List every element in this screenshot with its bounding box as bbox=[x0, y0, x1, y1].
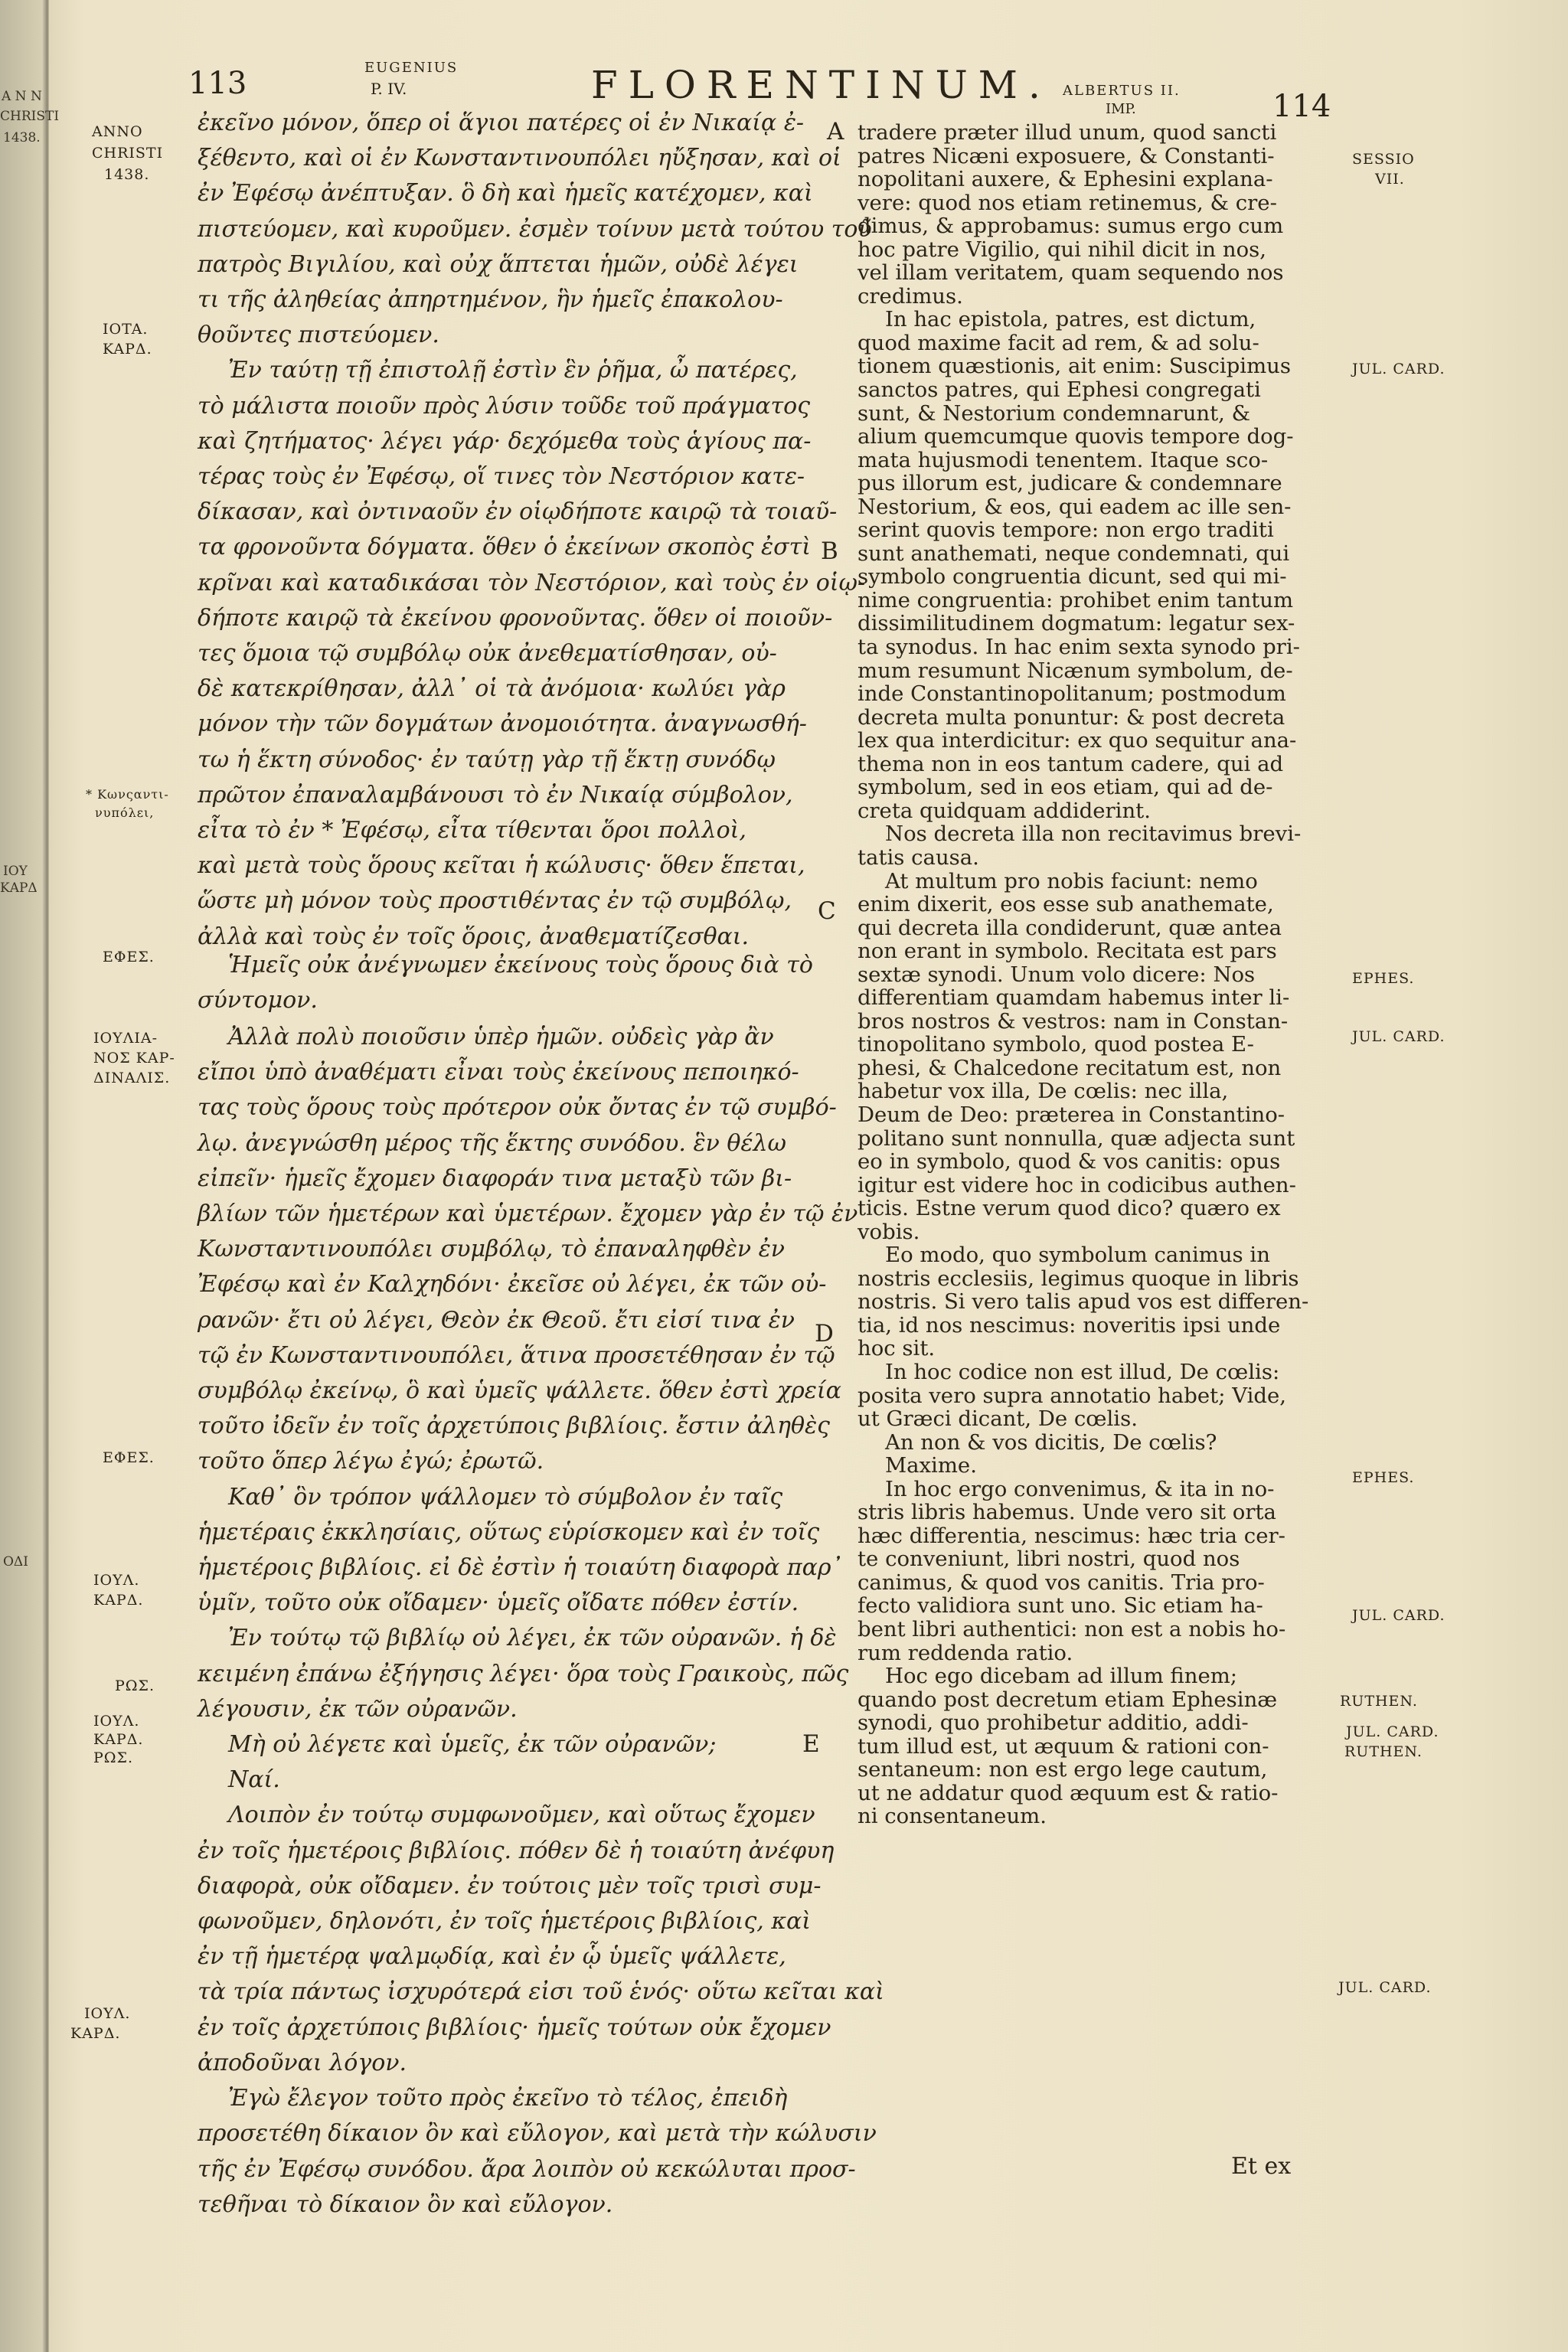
margin-session: SESSIO bbox=[1352, 151, 1415, 168]
text-line: credimus. bbox=[858, 283, 963, 309]
prev-margin-text: A N N bbox=[2, 89, 42, 104]
text-line: sunt, & Nestorium condemnarunt, & bbox=[858, 400, 1251, 426]
text-line: καὶ ζητήματος· λέγει γάρ· δεχόμεθα τοὺς ἁγίους πα- bbox=[198, 427, 812, 455]
text-line: vere: quod nos etiam retinemus, & cre- bbox=[858, 190, 1277, 215]
margin-speaker: EPHES. bbox=[1352, 1469, 1415, 1486]
text-line: ta synodus. In hac enim sexta synodo pri- bbox=[858, 635, 1300, 660]
text-line: vel illam veritatem, quam sequendo nos bbox=[858, 260, 1284, 286]
text-line: Καθ᾽ ὃν τρόπον ψάλλομεν τὸ σύμβολον ἐν ταῖς bbox=[228, 1483, 783, 1511]
text-line: patres Nicæni exposuere, & Constanti- bbox=[858, 143, 1275, 168]
text-line: τας τοὺς ὅρους τοὺς πρότερον οὐκ ὄντας ἐν τῷ συμβό- bbox=[198, 1094, 837, 1122]
text-line: τεθῆναι τὸ δίκαιον ὂν καὶ εὔλογον. bbox=[198, 2190, 613, 2218]
text-line: ut ne addatur quod æquum est & ratio- bbox=[858, 1780, 1279, 1805]
text-line: symbolo congruentia dicunt, sed qui mi- bbox=[858, 564, 1287, 590]
text-line: ἡμετέροις βιβλίοις. εἰ δὲ ἐστὶν ἡ τοιαύτη διαφορὰ παρ᾽ bbox=[198, 1554, 843, 1582]
text-line: sextæ synodi. Unum volo dicere: Nos bbox=[858, 962, 1256, 987]
text-line: θοῦντες πιστεύομεν. bbox=[198, 322, 439, 349]
text-line: Μὴ οὐ λέγετε καὶ ὑμεῖς, ἐκ τῶν οὐρανῶν; bbox=[228, 1731, 717, 1759]
text-line: Λοιπὸν ἐν τούτῳ συμφωνοῦμεν, καὶ οὕτως ἔχομεν bbox=[228, 1802, 815, 1829]
margin-speaker: ΡΩΣ. bbox=[115, 1677, 155, 1694]
margin-speaker: EPHES. bbox=[1352, 970, 1415, 987]
text-line: eo in symbolo, quod & vos canitis: opus bbox=[858, 1149, 1281, 1174]
text-line: Ἐν τούτῳ τῷ βιβλίῳ οὐ λέγει, ἐκ τῶν οὐρανῶν. ἡ δὲ bbox=[228, 1625, 837, 1652]
margin-speaker: ΙΟΥΛ. bbox=[93, 1713, 140, 1730]
text-line: bros nostros & vestros: nam in Constan- bbox=[858, 1008, 1289, 1034]
margin-speaker: JUL. CARD. bbox=[1338, 1979, 1432, 1996]
text-line: quando post decretum etiam Ephesinæ bbox=[858, 1687, 1278, 1712]
text-line: τὸ μάλιστα ποιοῦν πρὸς λύσιν τοῦδε τοῦ πράγματος bbox=[198, 392, 811, 420]
greek-column bbox=[198, 106, 872, 955]
text-line: qui decreta illa condiderunt, quæ antea bbox=[858, 915, 1282, 940]
text-line: An non & vos dicitis, De cœlis? bbox=[885, 1429, 1217, 1455]
text-line: vobis. bbox=[858, 1219, 920, 1244]
text-line: politano sunt nonnulla, quæ adjecta sunt bbox=[858, 1125, 1295, 1151]
text-line: τι τῆς ἀληθείας ἀπηρτημένον, ἣν ἡμεῖς ἐπακολου- bbox=[198, 286, 783, 314]
section-letter-b: B bbox=[821, 537, 838, 565]
greek-column bbox=[198, 1020, 884, 2223]
margin-speaker: JUL. CARD. bbox=[1352, 361, 1446, 377]
text-line: ὥστε μὴ μόνον τοὺς προστιθέντας ἐν τῷ συμβόλῳ, bbox=[198, 887, 792, 915]
text-line: rum reddenda ratio. bbox=[858, 1640, 1073, 1665]
text-line: igitur est videre hoc in codicibus authen- bbox=[858, 1172, 1296, 1197]
text-line: Nestorium, & eos, qui eadem ac ille sen- bbox=[858, 494, 1292, 519]
prev-margin-text: 1438. bbox=[3, 130, 41, 145]
text-line: symbolum, sed in eos etiam, qui ad de- bbox=[858, 775, 1273, 800]
page-number-right: 114 bbox=[1272, 89, 1331, 124]
margin-speaker: JUL. CARD. bbox=[1352, 1607, 1446, 1624]
section-letter-d: D bbox=[815, 1320, 834, 1348]
text-line: Deum de Deo: præterea in Constantino- bbox=[858, 1102, 1285, 1127]
text-line: tum illud est, ut æquum & rationi con- bbox=[858, 1733, 1269, 1759]
text-line: Maxime. bbox=[885, 1453, 977, 1478]
text-line: non erant in symbolo. Recitata est pars bbox=[858, 939, 1277, 964]
text-line: tatis causa. bbox=[858, 844, 979, 870]
text-line: thema non in eos tantum cadere, qui ad bbox=[858, 751, 1284, 776]
text-line: πρῶτον ἐπαναλαμβάνουσι τὸ ἐν Νικαίᾳ σύμβολον, bbox=[198, 781, 793, 808]
margin-speaker: ΙΟΥΛΙΑ- bbox=[93, 1030, 158, 1047]
text-line: τοῦτο ἰδεῖν ἐν τοῖς ἀρχετύποις βιβλίοις. ἔστιν ἀληθὲς bbox=[198, 1413, 830, 1440]
text-line: μόνον τὴν τῶν δογμάτων ἀνομοιότητα. ἀναγνωσθή- bbox=[198, 710, 807, 738]
text-line: tia, id nos nescimus: noveritis ipsi unde bbox=[858, 1312, 1281, 1338]
text-line: tinopolitano symbolo, quod postea E- bbox=[858, 1032, 1254, 1057]
running-head-emperor-title: IMP. bbox=[1106, 101, 1136, 117]
text-line: In hac epistola, patres, est dictum, bbox=[885, 307, 1256, 332]
text-line: fecto validiora sunt uno. Sic etiam ha- bbox=[858, 1593, 1263, 1619]
text-line: dissimilitudinem dogmatum: legatur sex- bbox=[858, 611, 1295, 636]
text-line: hæc differentia, nescimus: hæc tria cer- bbox=[858, 1523, 1285, 1548]
text-line: εἶτα τὸ ἐν * Ἐφέσῳ, εἶτα τίθενται ὅροι πολλοὶ, bbox=[198, 817, 746, 844]
margin-speaker: ΙΟΥΛ. bbox=[93, 1572, 140, 1589]
text-line: Ἀλλὰ πολὺ ποιοῦσιν ὑπὲρ ἡμῶν. οὐδεὶς γὰρ ἂν bbox=[228, 1024, 774, 1050]
text-line: serint quovis tempore: non ergo traditi bbox=[858, 518, 1274, 543]
text-line: synodi, quo prohibetur additio, addi- bbox=[858, 1710, 1249, 1736]
text-line: alium quemcumque quovis tempore dog- bbox=[858, 424, 1294, 449]
text-line: ὑμῖν, τοῦτο οὐκ οἴδαμεν· ὑμεῖς οἴδατε πόθεν ἐστίν. bbox=[198, 1589, 799, 1617]
text-line: φωνοῦμεν, δηλονότι, ἐν τοῖς ἡμετέροις βιβλίοις, καὶ bbox=[198, 1908, 812, 1936]
text-line: κρῖναι καὶ καταδικάσαι τὸν Νεστόριον, καὶ τοὺς ἐν οἱῳ- bbox=[198, 569, 866, 596]
running-title: FLORENTINUM. bbox=[591, 63, 1051, 107]
text-line: Ἡμεῖς οὐκ ἀνέγνωμεν ἐκείνους τοὺς ὅρους διὰ τὸ bbox=[228, 952, 813, 978]
text-line: differentiam quamdam habemus inter li- bbox=[858, 985, 1290, 1011]
margin-speaker: IOTA. bbox=[103, 321, 149, 338]
margin-session: VII. bbox=[1375, 171, 1405, 188]
margin-speaker: ΙΟΥΛ. bbox=[84, 2005, 131, 2022]
text-line: Ἐφέσῳ καὶ ἐν Καλχηδόνι· ἐκεῖσε οὐ λέγει, ἐκ τῶν οὐ- bbox=[198, 1271, 827, 1298]
text-line: Ναί. bbox=[228, 1766, 280, 1794]
margin-year-label: ANNO bbox=[92, 123, 143, 140]
section-letter-a: A bbox=[827, 118, 844, 145]
previous-page-edge bbox=[0, 0, 49, 2352]
text-line: τὰ τρία πάντως ἰσχυρότερά εἰσι τοῦ ἑνός· οὕτω κεῖται καὶ bbox=[198, 1978, 884, 2006]
text-line: τω ἡ ἕκτη σύνοδος· ἐν ταύτῃ γὰρ τῇ ἕκτῃ συνόδῳ bbox=[198, 746, 776, 773]
text-line: ἐν τῇ ἡμετέρᾳ ψαλμῳδίᾳ, καὶ ἐν ᾧ ὑμεῖς ψάλλετε, bbox=[198, 1943, 786, 1971]
margin-speaker: ΕΦΕΣ. bbox=[103, 949, 155, 965]
text-line: τῆς ἐν Ἐφέσῳ συνόδου. ἄρα λοιπὸν οὐ κεκώλυται προσ- bbox=[198, 2155, 856, 2183]
text-line: quod maxime facit ad rem, & ad solu- bbox=[858, 330, 1259, 355]
text-line: λέγουσιν, ἐκ τῶν οὐρανῶν. bbox=[198, 1695, 518, 1723]
text-line: κειμένη ἐπάνω ἐξήγησις λέγει· ὅρα τοὺς Γραικοὺς, πῶς bbox=[198, 1660, 849, 1687]
text-line: nopolitani auxere, & Ephesini explana- bbox=[858, 167, 1273, 192]
text-line: τες ὅμοια τῷ συμβόλῳ οὐκ ἀνεθεματίσθησαν, οὐ- bbox=[198, 640, 777, 668]
text-line: καὶ μετὰ τοὺς ὅρους κεῖται ἡ κώλυσις· ὅθεν ἕπεται, bbox=[198, 852, 805, 880]
running-head-pope: EUGENIUS bbox=[364, 60, 459, 76]
text-line: ticis. Estne verum quod dico? quæro ex bbox=[858, 1196, 1281, 1221]
text-line: διαφορὰ, οὐκ οἴδαμεν. ἐν τούτοις μὲν τοῖς τρισὶ συμ- bbox=[198, 1872, 822, 1900]
text-line: nime congruentia: prohibet enim tantum bbox=[858, 587, 1294, 612]
text-line: Ἐν ταύτῃ τῇ ἐπιστολῇ ἐστὶν ἓν ῥῆμα, ὦ πατέρες, bbox=[228, 357, 798, 384]
text-line: Ἐγὼ ἔλεγον τοῦτο πρὸς ἐκεῖνο τὸ τέλος, ἐπειδὴ bbox=[228, 2085, 788, 2112]
text-line: ρανῶν· ἔτι οὐ λέγει, Θεὸν ἐκ Θεοῦ. ἔτι εἰσί τινα ἐν bbox=[198, 1306, 795, 1334]
text-line: lex qua interdicitur: ex quo sequitur ana- bbox=[858, 728, 1297, 753]
prev-margin-text: ΚΑΡΔ bbox=[0, 880, 38, 896]
margin-speaker: KAPΔ. bbox=[103, 341, 152, 358]
margin-speaker: ΚΑΡΔ. bbox=[93, 1731, 144, 1748]
text-line: εἰπεῖν· ἡμεῖς ἔχομεν διαφοράν τινα μεταξὺ τῶν βι- bbox=[198, 1165, 792, 1192]
text-line: λῳ. ἀνεγνώσθη μέρος τῆς ἕκτης συνόδου. ἓν θέλω bbox=[198, 1129, 786, 1157]
text-line: σύντομον. bbox=[198, 987, 318, 1014]
text-line: bent libri authentici: non est a nobis ho- bbox=[858, 1617, 1286, 1642]
margin-speaker: JUL. CARD. bbox=[1346, 1723, 1439, 1740]
text-line: sunt anathemati, neque condemnati, qui bbox=[858, 541, 1290, 566]
text-line: decreta multa ponuntur: & post decreta bbox=[858, 704, 1285, 730]
prev-margin-text: ΙΟΥ bbox=[3, 864, 28, 879]
prev-margin-text: CHRISTI bbox=[0, 109, 60, 124]
margin-speaker: ΚΑΡΔ. bbox=[70, 2025, 121, 2042]
text-line: hoc patre Vigilio, qui nihil dicit in nos, bbox=[858, 237, 1266, 262]
text-line: ἐν τοῖς ἡμετέροις βιβλίοις. πόθεν δὲ ἡ τοιαύτη ἀνέφυη bbox=[198, 1837, 835, 1864]
text-line: tionem quæstionis, ait enim: Suscipimus bbox=[858, 354, 1291, 379]
text-line: συμβόλῳ ἐκείνῳ, ὃ καὶ ὑμεῖς ψάλλετε. ὅθεν ἐστὶ χρεία bbox=[198, 1377, 841, 1405]
running-head-pope-title: P. IV. bbox=[371, 80, 407, 98]
text-line: te conveniunt, libri nostri, quod nos bbox=[858, 1547, 1240, 1572]
text-line: Κωνσταντινουπόλει συμβόλῳ, τὸ ἐπαναληφθὲν ἐν bbox=[198, 1236, 785, 1263]
text-line: tradere præter illud unum, quod sancti bbox=[858, 120, 1277, 145]
margin-note: νυπόλει, bbox=[95, 805, 155, 820]
text-line: hoc sit. bbox=[858, 1336, 936, 1361]
text-line: δὲ κατεκρίθησαν, ἀλλ᾽ οἱ τὰ ἀνόμοια· κωλύει γὰρ bbox=[198, 675, 786, 703]
text-line: τοῦτο ὅπερ λέγω ἐγώ; ἐρωτῶ. bbox=[198, 1448, 544, 1475]
text-line: habetur vox illa, De cœlis: nec illa, bbox=[858, 1079, 1229, 1104]
text-line: ἡμετέραις ἐκκλησίαις, οὕτως εὑρίσκομεν καὶ ἐν τοῖς bbox=[198, 1518, 820, 1546]
text-line: nostris. Si vero talis apud vos est differen- bbox=[858, 1289, 1309, 1315]
text-line: ἐκεῖνο μόνον, ὅπερ οἱ ἅγιοι πατέρες οἱ ἐν Νικαίᾳ ἐ- bbox=[198, 109, 805, 136]
section-letter-e: E bbox=[802, 1730, 820, 1758]
text-line: εἴποι ὑπὸ ἀναθέματι εἶναι τοὺς ἐκείνους πεποιηκό- bbox=[198, 1059, 799, 1086]
margin-speaker: ΡΩΣ. bbox=[93, 1749, 134, 1766]
text-line: ξέθεντο, καὶ οἱ ἐν Κωνσταντινουπόλει ηὔξησαν, καὶ οἱ bbox=[198, 145, 841, 172]
latin-column bbox=[858, 121, 1325, 1828]
catchword: Et ex bbox=[1231, 2153, 1292, 2180]
margin-speaker: RUTHEN. bbox=[1340, 1693, 1418, 1710]
text-line: mata hujusmodi tenentem. Itaque sco- bbox=[858, 447, 1269, 472]
section-letter-c: C bbox=[818, 897, 836, 925]
prev-margin-text: ΟΔΙ bbox=[3, 1554, 28, 1570]
text-line: τέρας τοὺς ἐν Ἐφέσῳ, οἵ τινες τὸν Νεστόριον κατε- bbox=[198, 463, 805, 491]
text-line: τῷ ἐν Κωνσταντινουπόλει, ἅτινα προσετέθησαν ἐν τῷ bbox=[198, 1341, 835, 1369]
text-line: πιστεύομεν, καὶ κυροῦμεν. ἐσμὲν τοίνυν μετὰ τούτου τοῦ bbox=[198, 215, 872, 243]
margin-speaker: RUTHEN. bbox=[1344, 1743, 1423, 1760]
text-line: ἀποδοῦναι λόγον. bbox=[198, 2049, 407, 2076]
greek-column bbox=[198, 948, 813, 1018]
text-line: pus illorum est, judicare & condemnare bbox=[858, 471, 1282, 496]
text-line: posita vero supra annotatio habet; Vide, bbox=[858, 1383, 1287, 1408]
text-line: ni consentaneum. bbox=[858, 1804, 1047, 1829]
text-line: canimus, & quod vos canitis. Tria pro- bbox=[858, 1570, 1265, 1595]
text-line: In hoc codice non est illud, De cœlis: bbox=[885, 1359, 1280, 1384]
margin-speaker: ΔΙΝΑΛΙΣ. bbox=[93, 1070, 171, 1086]
margin-note: * Κωνςαντι- bbox=[86, 787, 169, 802]
margin-year-label: CHRISTI bbox=[92, 145, 164, 162]
text-line: Hoc ego dicebam ad illum finem; bbox=[885, 1664, 1238, 1689]
text-line: inde Constantinopolitanum; postmodum bbox=[858, 681, 1286, 707]
text-line: ut Græci dicant, De cœlis. bbox=[858, 1406, 1138, 1432]
running-head-emperor: ALBERTUS II. bbox=[1063, 83, 1181, 99]
text-line: ἐν τοῖς ἀρχετύποις βιβλίοις· ἡμεῖς τούτων οὐκ ἔχομεν bbox=[198, 2014, 831, 2041]
margin-year-label: 1438. bbox=[104, 166, 150, 183]
text-line: At multum pro nobis faciunt: nemo bbox=[885, 868, 1258, 893]
text-line: creta quidquam addiderint. bbox=[858, 798, 1151, 823]
margin-speaker: ΝΟΣ ΚΑΡ- bbox=[93, 1050, 175, 1067]
page-number-left: 113 bbox=[188, 66, 247, 101]
text-line: ἐν Ἐφέσῳ ἀνέπτυξαν. ὃ δὴ καὶ ἡμεῖς κατέχομεν, καὶ bbox=[198, 180, 813, 207]
text-line: τα φρονοῦντα δόγματα. ὅθεν ὁ ἐκείνων σκοπὸς ἐστὶ bbox=[198, 534, 811, 561]
text-line: Eo modo, quo symbolum canimus in bbox=[885, 1243, 1270, 1268]
text-line: ἀλλὰ καὶ τοὺς ἐν τοῖς ὅροις, ἀναθεματίζεσθαι. bbox=[198, 923, 750, 950]
text-line: sentaneum: non est ergo lege cautum, bbox=[858, 1757, 1268, 1782]
text-line: δίκασαν, καὶ ὀντιναοῦν ἐν οἱῳδήποτε καιρῷ τὰ τοιαῦ- bbox=[198, 498, 838, 526]
text-line: In hoc ergo convenimus, & ita in no- bbox=[885, 1476, 1275, 1501]
text-line: sanctos patres, qui Ephesi congregati bbox=[858, 377, 1261, 403]
text-line: δήποτε καιρῷ τὰ ἐκείνου φρονοῦντας. ὅθεν οἱ ποιοῦν- bbox=[198, 604, 833, 632]
text-line: stris libris habemus. Unde vero sit orta bbox=[858, 1500, 1276, 1525]
text-line: nostris ecclesiis, legimus quoque in libris bbox=[858, 1266, 1299, 1291]
margin-speaker: ΚΑΡΔ. bbox=[93, 1592, 144, 1609]
text-line: mum resumunt Nicænum symbolum, de- bbox=[858, 658, 1293, 683]
text-line: Nos decreta illa non recitavimus brevi- bbox=[885, 822, 1302, 847]
text-line: βλίων τῶν ἡμετέρων καὶ ὑμετέρων. ἔχομεν γὰρ ἐν τῷ ἐν bbox=[198, 1200, 858, 1228]
text-line: dimus, & approbamus: sumus ergo cum bbox=[858, 214, 1284, 239]
text-line: enim dixerit, eos esse sub anathemate, bbox=[858, 892, 1274, 917]
margin-speaker: JUL. CARD. bbox=[1352, 1028, 1446, 1045]
text-line: πατρὸς Βιγιλίου, καὶ οὐχ ἅπτεται ἡμῶν, οὐδὲ λέγει bbox=[198, 250, 799, 278]
margin-speaker: ΕΦΕΣ. bbox=[103, 1449, 155, 1466]
text-line: προσετέθη δίκαιον ὂν καὶ εὔλογον, καὶ μετὰ τὴν κώλυσιν bbox=[198, 2120, 877, 2148]
text-line: phesi, & Chalcedone recitatum est, non bbox=[858, 1055, 1282, 1080]
